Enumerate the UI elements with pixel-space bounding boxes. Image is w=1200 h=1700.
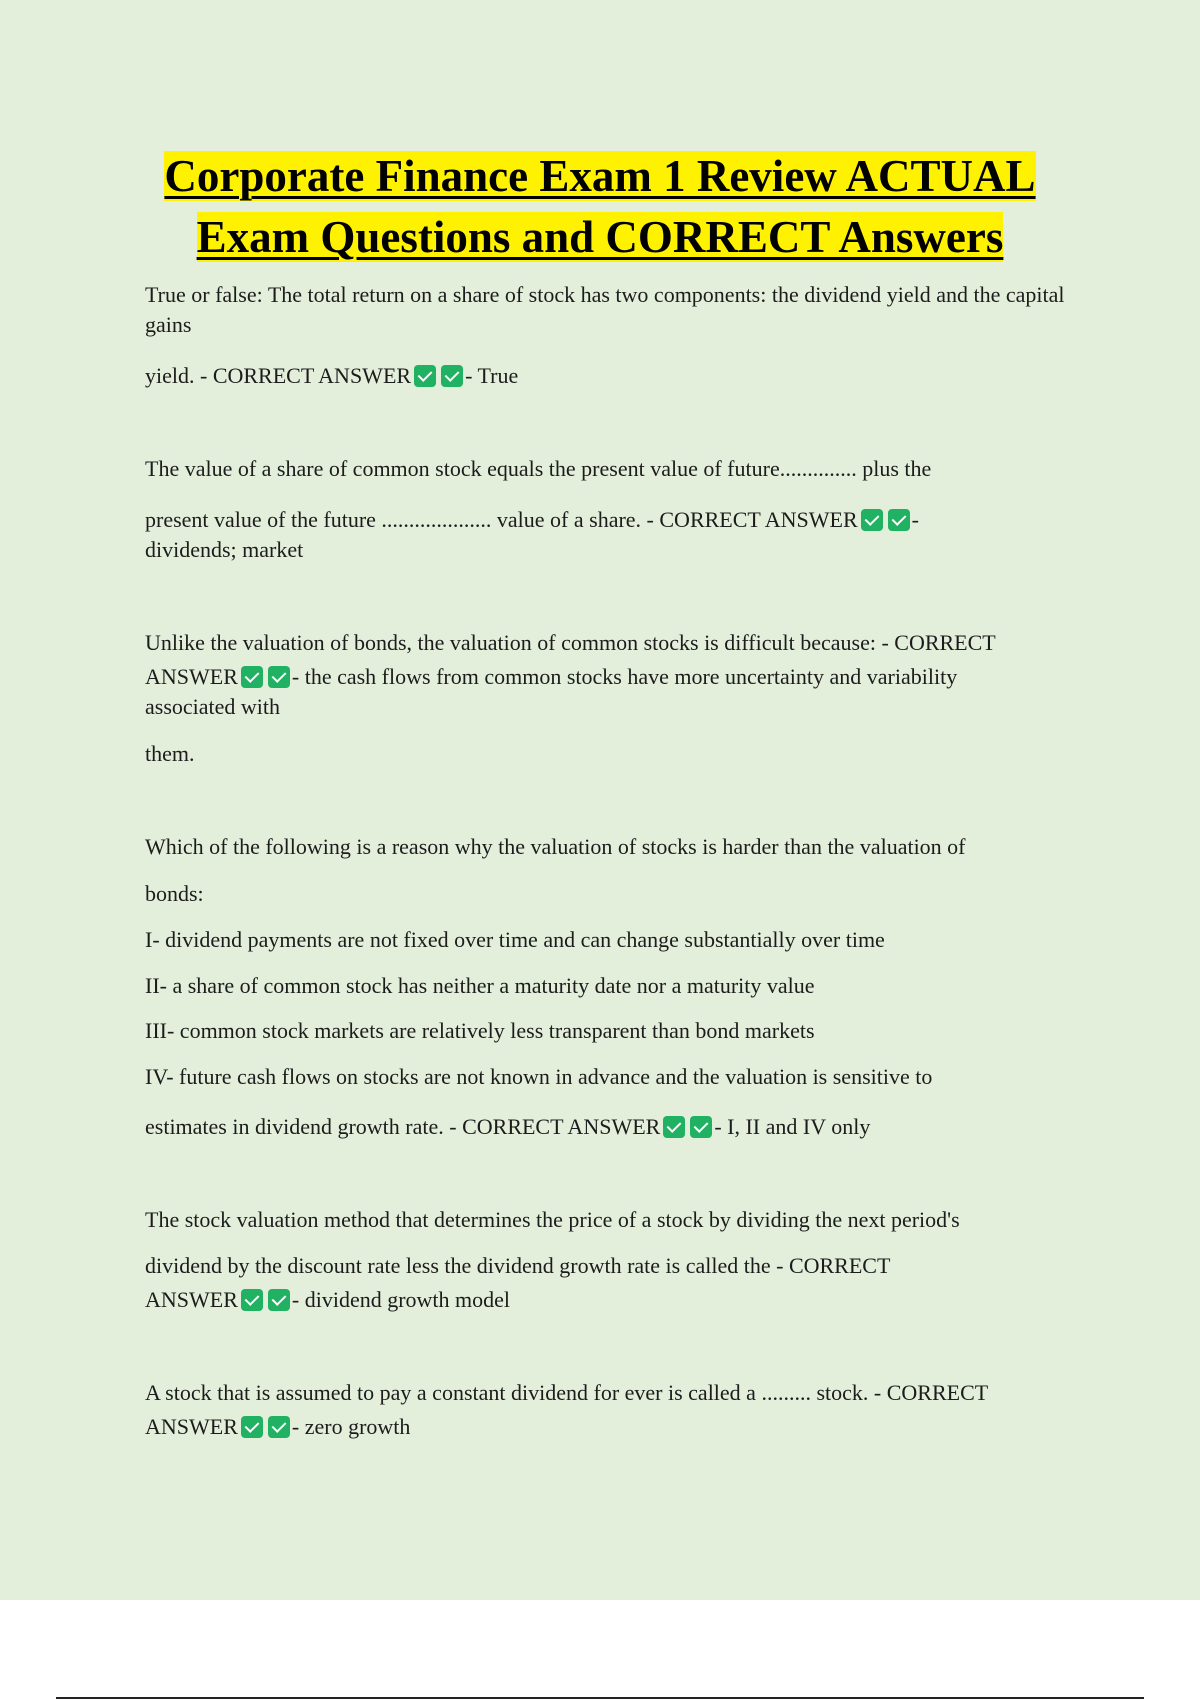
check-icon bbox=[268, 666, 290, 688]
question-3-line-2 bbox=[145, 662, 1095, 692]
answer-text: - True bbox=[465, 363, 519, 388]
question-2-answer: dividends; market bbox=[145, 537, 304, 562]
question-2-line-2 bbox=[145, 505, 1095, 535]
question-4-line-1: Which of the following is a reason why the valuation of stocks is harder than the valuation of bbox=[145, 834, 966, 859]
check-icon bbox=[241, 1289, 263, 1311]
answer-text: - zero growth bbox=[291, 1414, 411, 1439]
question-4-option-2: II- a share of common stock has neither a maturity date nor a maturity value bbox=[145, 973, 815, 998]
check-icon bbox=[414, 365, 436, 387]
question-1-answer bbox=[145, 361, 1095, 391]
question-4-option-1: I- dividend payments are not fixed over time and can change substantially over time bbox=[145, 927, 885, 952]
document-title bbox=[120, 146, 1080, 268]
check-icon bbox=[663, 1116, 685, 1138]
question-6-line-1: A stock that is assumed to pay a constant dividend for ever is called a ......... stock. - CORRECT bbox=[145, 1380, 989, 1405]
check-icon bbox=[441, 365, 463, 387]
check-icon bbox=[241, 1416, 263, 1438]
title-line-1: Corporate Finance Exam 1 Review ACTUAL bbox=[164, 151, 1036, 201]
answer-prefix: ANSWER bbox=[145, 1287, 238, 1312]
question-4-option-3: III- common stock markets are relatively less transparent than bond markets bbox=[145, 1018, 815, 1043]
footer-divider bbox=[56, 1697, 1144, 1699]
question-4-option-4: IV- future cash flows on stocks are not known in advance and the valuation is sensitive to bbox=[145, 1064, 933, 1089]
check-icon bbox=[861, 509, 883, 531]
question-5-answer bbox=[145, 1285, 1095, 1315]
question-3-line-1: Unlike the valuation of bonds, the valuation of common stocks is difficult because: - CORRECT bbox=[145, 630, 996, 655]
question-3-line-3: associated with bbox=[145, 694, 281, 719]
answer-prefix: yield. - CORRECT ANSWER bbox=[145, 363, 412, 388]
question-6-answer bbox=[145, 1412, 1095, 1442]
answer-prefix: present value of the future .................... value of a share. - CORRECT ANSWER bbox=[145, 507, 858, 532]
answer-prefix: ANSWER bbox=[145, 1414, 238, 1439]
question-1-text: True or false: The total return on a share of stock has two components: the dividend yield and the capital gains bbox=[145, 282, 1065, 337]
question-5-line-1: The stock valuation method that determines the price of a stock by dividing the next period's bbox=[145, 1207, 960, 1232]
question-4-answer bbox=[145, 1112, 1095, 1142]
question-2-line-1: The value of a share of common stock equals the present value of future.............. plus the bbox=[145, 456, 932, 481]
answer-text: - dividend growth model bbox=[291, 1287, 511, 1312]
check-icon bbox=[268, 1289, 290, 1311]
answer-dash: - bbox=[911, 507, 919, 532]
question-3-line-4: them. bbox=[145, 741, 195, 766]
answer-text: - I, II and IV only bbox=[714, 1114, 871, 1139]
check-icon bbox=[268, 1416, 290, 1438]
answer-text: - the cash flows from common stocks have more uncertainty and variability bbox=[291, 664, 958, 689]
answer-prefix: ANSWER bbox=[145, 664, 238, 689]
check-icon bbox=[888, 509, 910, 531]
answer-prefix: estimates in dividend growth rate. - CORRECT ANSWER bbox=[145, 1114, 661, 1139]
check-icon bbox=[690, 1116, 712, 1138]
check-icon bbox=[241, 666, 263, 688]
title-line-2: Exam Questions and CORRECT Answers bbox=[196, 212, 1004, 262]
question-5-line-2: dividend by the discount rate less the dividend growth rate is called the - CORRECT bbox=[145, 1253, 891, 1278]
question-4-line-2: bonds: bbox=[145, 881, 204, 906]
